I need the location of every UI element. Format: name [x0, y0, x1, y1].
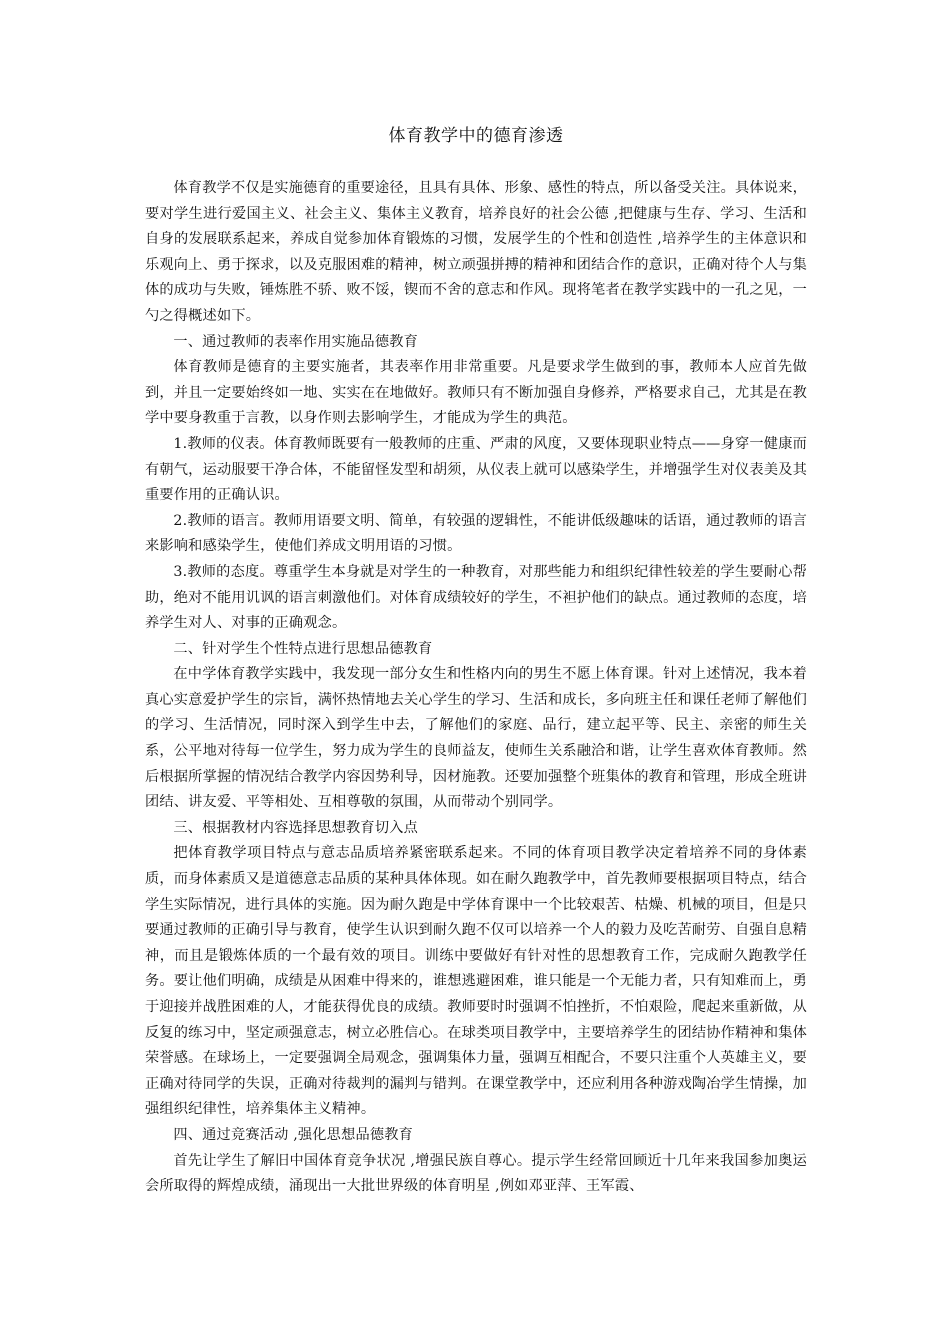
- section-heading-2: 二、针对学生个性特点进行思想品德教育: [173, 640, 433, 657]
- document-page: [145, 122, 807, 1200]
- paragraph: 体育教师是德育的主要实施者，其表率作用非常重要。凡是要求学生做到的事，教师本人应首先做到，并且一定要始终如一地、实实在在地做好。教师只有不断加强自身修养，严格要求自己，尤其是在教学中要身教重于言教，以身作则去影响学生，才能成为学生的典范。: [145, 359, 807, 427]
- paragraph: 2.教师的语言。教师用语要文明、简单，有较强的逻辑性，不能讲低级趣味的话语，通过教师的语言来影响和感染学生，使他们养成文明用语的习惯。: [145, 512, 807, 555]
- paragraph: 首先让学生了解旧中国体育竞争状况 ,增强民族自尊心。提示学生经常回顾近十几年来我国参加奥运会所取得的辉煌成绩，涌现出一大批世界级的体育明星 ,例如邓亚萍、王军霞、: [145, 1152, 807, 1195]
- paragraph: 把体育教学项目特点与意志品质培养紧密联系起来。不同的体育项目教学决定着培养不同的身体素质，而身体素质又是道德意志品质的某种具体体现。如在耐久跑教学中，首先教师要根据项目特点，结合学生实际情况，进行具体的实施。因为耐久跑是中学体育课中一个比较艰苦、枯燥、机械的项目，但是只要通过教师的正确引导与教育，使学生认识到耐久跑不仅可以培养一个人的毅力及吃苦耐劳、自强自息精神，而且是锻炼体质的一个最有效的项目。训练中要做好有针对性的思想教育工作，完成耐久跑教学任务。要让他们明确，成绩是从困难中得来的，谁想逃避困难，谁只能是一个无能力者，只有知难而上，勇于迎接并战胜困难的人，才能获得优良的成绩。教师要时时强调不怕挫折，不怕艰险，爬起来重新做，从反复的练习中，坚定顽强意志，树立必胜信心。在球类项目教学中，主要培养学生的团结协作精神和集体荣誉感。在球场上，一定要强调全局观念，强调集体力量，强调互相配合，不要只注重个人英雄主义，要正确对待同学的失误，正确对待裁判的漏判与错判。在课堂教学中，还应利用各种游戏陶冶学生情操，加强组织纪律性，培养集体主义精神。: [145, 845, 807, 1118]
- section-heading-4: 四、通过竞赛活动 ,强化思想品德教育: [173, 1126, 414, 1143]
- paragraph-intro: 体育教学不仅是实施德育的重要途径，且具有具体、形象、感性的特点，所以备受关注。具体说来，要对学生进行爱国主义、社会主义、集体主义教育，培养良好的社会公德 ,把健康与生存、学习、生活和自身的发展联系起来，养成自觉参加体育锻炼的习惯，发展学生的个性和创造性 ,培养学生的主体意识和乐观向上、勇于探求，以及克服困难的精神，树立顽强拼搏的精神和团结合作的意识，正确对待个人与集体的成功与失败，锤炼胜不骄、败不馁，锲而不舍的意志和作风。现将笔者在教学实践中的一孔之见，一勺之得概述如下。: [145, 180, 807, 324]
- paragraph: 3.教师的态度。尊重学生本身就是对学生的一种教育，对那些能力和组织纪律性较差的学生要耐心帮助，绝对不能用讥讽的语言刺激他们。对体育成绩较好的学生，不袒护他们的缺点。通过教师的态度，培养学生对人、对事的正确观念。: [145, 563, 807, 632]
- document-title: 体育教学中的德育渗透: [388, 126, 564, 146]
- paragraph: 在中学体育教学实践中，我发现一部分女生和性格内向的男生不愿上体育课。针对上述情况，我本着真心实意爱护学生的宗旨，满怀热情地去关心学生的学习、生活和成长，多向班主任和课任老师了解他们的学习、生活情况，同时深入到学生中去，了解他们的家庭、品行，建立起平等、民主、亲密的师生关系，公平地对待每一位学生，努力成为学生的良师益友，使师生关系融洽和谐，让学生喜欢体育教师。然后根据所掌握的情况结合教学内容因势利导，因材施教。还要加强整个班集体的教育和管理，形成全班讲团结、讲友爱、平等相处、互相尊敬的氛围，从而带动个别同学。: [145, 666, 807, 811]
- section-heading-1: 一、通过教师的表率作用实施品德教育: [173, 333, 418, 350]
- paragraph: 1.教师的仪表。体育教师既要有一般教师的庄重、严肃的风度，又要体现职业特点——身穿一健康而有朝气，运动服要干净合体，不能留怪发型和胡须，从仪表上就可以感染学生，并增强学生对仪表美及其重要作用的正确认识。: [145, 435, 807, 504]
- section-heading-3: 三、根据教材内容选择思想教育切入点: [173, 819, 418, 836]
